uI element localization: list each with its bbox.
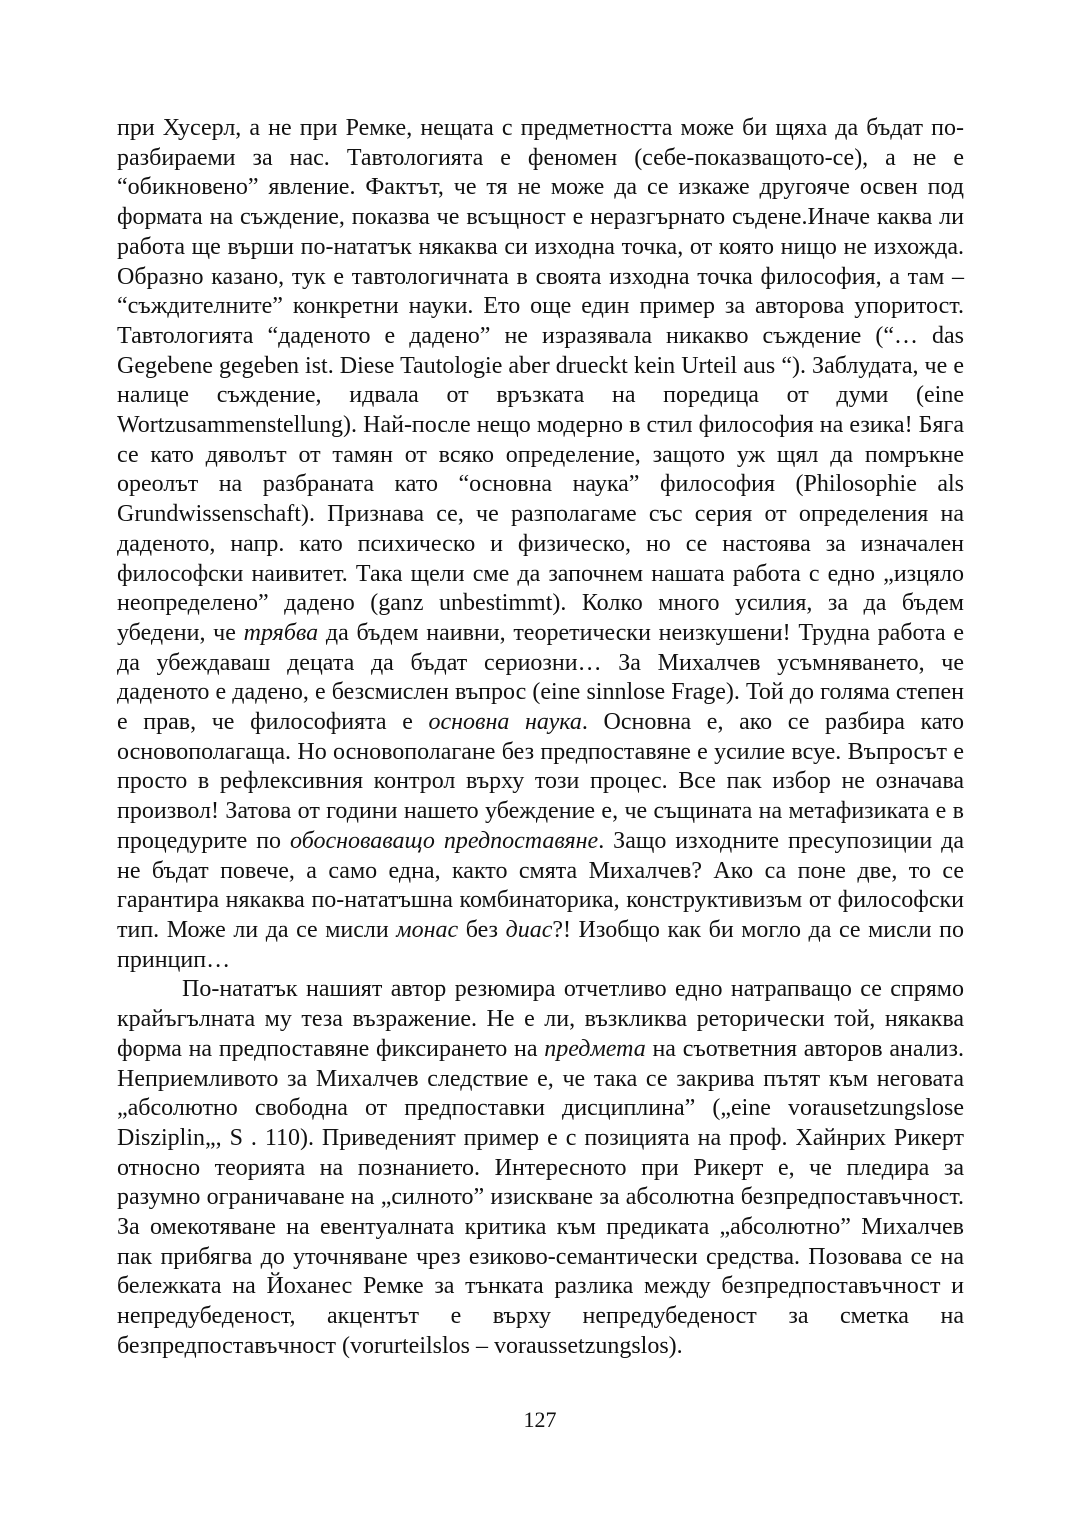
- emphasis-dias: диас: [505, 916, 553, 943]
- page-number: 127: [523, 1407, 557, 1432]
- emphasis-obosnovavashto-predpostavyane: обосноваващо предпоставяне: [290, 827, 599, 854]
- paragraph-1-text-3: . Основна е, ако се разбира като основополагаща. Но основополагане без предпоставяне е усилие всуе. Въпросът е просто в рефлексивния контрол върху този процес. Все пак избор не означава произвол! Затова от години нашето убеждение е, че същината на метафизиката е в процедурите по: [117, 709, 965, 854]
- page-body: [117, 114, 964, 1362]
- paragraph-2-text-2: на съответния авторов анализ. Неприемливото за Михалчев следствие е, че така се закрива пътят към неговата „абсолютно свободна от предпоставки дисциплина” („eine vorausetzungslose Disziplin„, S . 110). Приведеният пример е с позицията на проф. Хайнрих Рикерт относно теорията на познанието. Интересното при Рикерт е, че пледира за разумно ограничаване на „силното” изискване за абсолютна безпредпоставъчност. За омекотяване на евентуалната критика към предиката „абсолютно” Михалчев пак прибягва до уточняване чрез езиково-семантически средства. Позовава се на бележката на Йоханес Ремке за тънката разлика между безпредпоставъчност и непредубеденост, акцентът е върху непредубеденост за сметка на безпредпоставъчност (vorurteilslos – voraussetzungslos).: [117, 1035, 964, 1359]
- paragraph-1-text-1: при Хусерл, а не при Ремке, нещата с предметността може би щяха да бъдат по-разбираеми за нас. Тавтологията е феномен (себе-показващото-се), а не е “обикновено” явление. Фактът, че тя не може да се изкаже другояче освен под формата на съждение, показва че всъщност е неразгърнато съдене.Иначе каква ли работа ще върши по-нататък някаква си изходна точка, от която нищо не изхожда. Образно казано, тук е тавтологичната в своята изходна точка философия, а там – “съждителните” конкретни науки. Ето още един пример за авторова упоритост. Тавтологията “даденото е дадено” не изразявала никакво съждение (“… das Gegebene gegeben ist. Diese Tautologie aber drueckt kein Urteil aus “). Заблудата, че е налице съждение, идвала от връзката на поредица от думи (eine Wortzusammenstellung). Най-после нещо модерно в стил философия на езика! Бяга се като дяволът от тамян от всяко определение, защото уж щял да помръкне ореолът на разбраната като “основна наука” философия (Philosophie als Grundwissenschaft). Признава се, че разполагаме със серия от определения на даденото, напр. като психическо и физическо, но се настоява за изначален философски наивитет. Така щели сме да започнем нашата работа с едно „изцяло неопределено” дадено (ganz unbestimmt). Колко много усилия, за да бъдем убедени, че: [117, 115, 964, 646]
- emphasis-tryabva: трябва: [243, 619, 319, 646]
- paragraph-1-text-2: да бъдем наивни, теоретически неизкушени! Трудна работа е да убеждаваш децата да бъдат сериозни… За Михалчев усъмняването, че даденото е дадено, е безсмислен въпрос (eine sinnlose Frage). Той до голяма степен е прав, че философията е: [117, 619, 965, 736]
- emphasis-osnovna-nauka: основна наука: [428, 709, 582, 736]
- paragraph-2-text-1: По-нататък нашият автор резюмира отчетливо едно натрапващо се спрямо крайъгълната му теза възражение. Не е ли, възкликва реторически той, някаква форма на предпоставяне фиксирането на: [117, 976, 964, 1062]
- emphasis-predmeta: предмета: [544, 1035, 646, 1062]
- paragraph-1-text-4: . Защо изходните пресупозиции да не бъдат повече, а само една, както смята Михалчев? Ако са поне две, то се гарантира някаква по-нататъшна комбинаторика, конструктивизъм от философски тип. Може ли да се мисли: [117, 827, 965, 943]
- paragraph-1-text-5: без: [458, 916, 506, 943]
- paragraph-2: [117, 975, 964, 1361]
- emphasis-monas: монас: [396, 916, 459, 943]
- paragraph-1: [117, 114, 964, 975]
- paragraph-1-text-6: ?! Изобщо как би могло да се мисли по принцип…: [117, 916, 964, 973]
